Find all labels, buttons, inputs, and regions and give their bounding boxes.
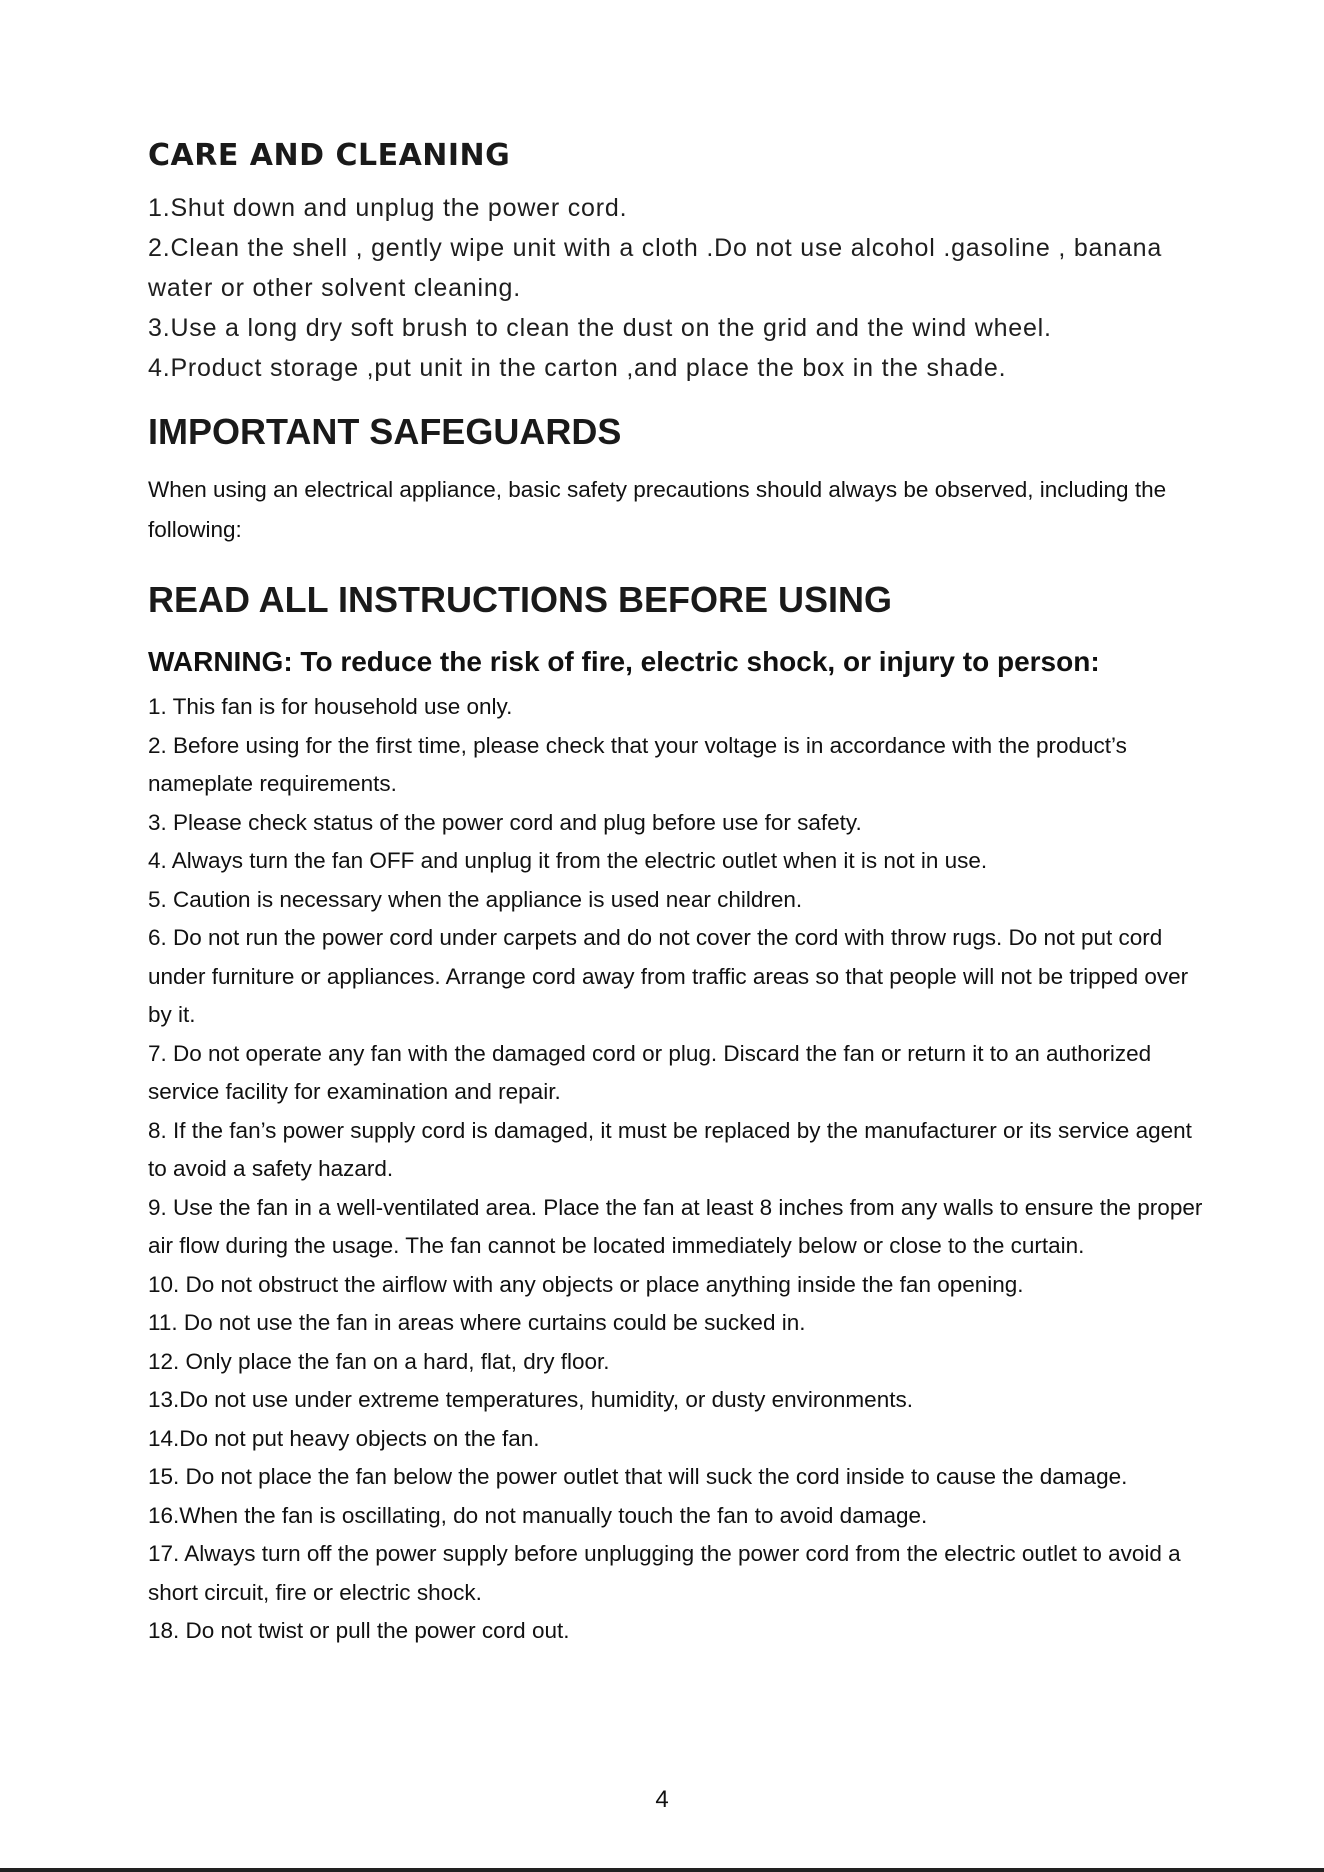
warning-item: 1. This fan is for household use only.	[148, 694, 513, 719]
care-cleaning-heading: CARE AND CLEANING	[148, 138, 511, 173]
warning-item: 6. Do not run the power cord under carpets and do not cover the cord with throw rugs. Do not put cord under furniture or appliances. Arrange cord away from traffic areas so that people will not be tripped over by it.	[148, 925, 1189, 1027]
safeguards-intro-text: When using an electrical appliance, basic safety precautions should always be observed, including the following:	[148, 477, 1167, 542]
care-item: 2.Clean the shell , gently wipe unit with a cloth .Do not use alcohol .gasoline , banana water or other solvent cleaning.	[148, 234, 1163, 302]
page-content	[148, 136, 1208, 1651]
bottom-border	[0, 1868, 1324, 1872]
warning-heading: WARNING: To reduce the risk of fire, electric shock, or injury to person:	[148, 646, 1100, 677]
safeguards-intro	[148, 470, 1208, 550]
warning-item: 16.When the fan is oscillating, do not manually touch the fan to avoid damage.	[148, 1502, 928, 1528]
warning-item: 18. Do not twist or pull the power cord out.	[148, 1618, 570, 1643]
warning-item: 3. Please check status of the power cord and plug before use for safety.	[148, 809, 862, 835]
care-item: 4.Product storage ,put unit in the carton ,and place the box in the shade.	[148, 354, 1007, 382]
warning-item: 8. If the fan’s power supply cord is damaged, it must be replaced by the manufacturer or its service agent to avoid a safety hazard.	[148, 1117, 1192, 1181]
care-item: 1.Shut down and unplug the power cord.	[148, 194, 628, 222]
warning-item: 2. Before using for the first time, please check that your voltage is in accordance with the product’s nameplate requirements.	[148, 732, 1127, 796]
warning-item: 5. Caution is necessary when the appliance is used near children.	[148, 886, 803, 912]
warning-list	[148, 688, 1208, 1651]
warning-item: 12. Only place the fan on a hard, flat, dry floor.	[148, 1348, 610, 1374]
warning-item: 14.Do not put heavy objects on the fan.	[148, 1425, 540, 1451]
warning-item: 15. Do not place the fan below the power outlet that will suck the cord inside to cause the damage.	[148, 1464, 1128, 1489]
warning-item: 17. Always turn off the power supply before unplugging the power cord from the electric outlet to avoid a short circuit, fire or electric shock.	[148, 1541, 1181, 1605]
warning-item: 4. Always turn the fan OFF and unplug it from the electric outlet when it is not in use.	[148, 848, 988, 873]
warning-item: 7. Do not operate any fan with the damaged cord or plug. Discard the fan or return it to an authorized service facility for examination and repair.	[148, 1040, 1152, 1104]
page-number: 4	[655, 1786, 669, 1813]
care-item: 3.Use a long dry soft brush to clean the dust on the grid and the wind wheel.	[148, 314, 1052, 342]
warning-item: 10. Do not obstruct the airflow with any objects or place anything inside the fan opening.	[148, 1271, 1024, 1297]
care-cleaning-list	[148, 188, 1208, 388]
warning-item: 11. Do not use the fan in areas where curtains could be sucked in.	[148, 1310, 806, 1335]
warning-item: 9. Use the fan in a well-ventilated area. Place the fan at least 8 inches from any walls to ensure the proper air flow during the usage. The fan cannot be located immediately below or close to the curtain.	[148, 1194, 1203, 1258]
warning-item: 13.Do not use under extreme temperatures, humidity, or dusty environments.	[148, 1387, 913, 1412]
read-all-instructions-heading: READ ALL INSTRUCTIONS BEFORE USING	[148, 579, 893, 620]
important-safeguards-heading: IMPORTANT SAFEGUARDS	[148, 411, 622, 452]
